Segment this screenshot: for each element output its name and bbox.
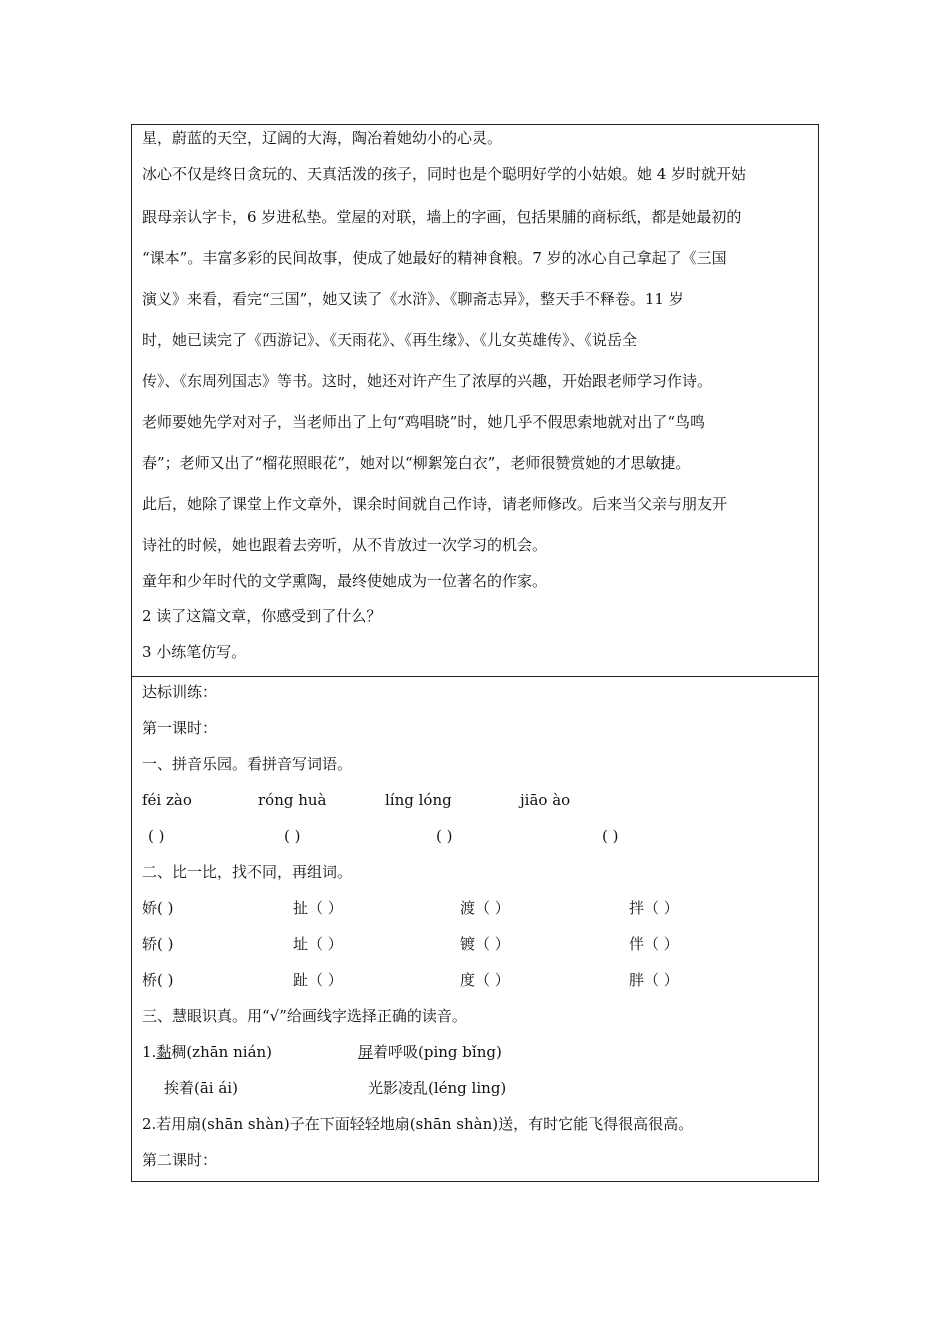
- answer-blank: ( ): [148, 827, 165, 845]
- compare-row: [142, 962, 810, 998]
- question-2: 2 读了这篇文章，你感受到了什么？: [142, 607, 382, 625]
- lesson-1-label: 第一课时：: [142, 719, 218, 737]
- story-line: 星，蔚蓝的天空，辽阔的大海，陶冶着她幼小的心灵。: [142, 129, 503, 147]
- compare-item: 址（ ）: [293, 935, 343, 953]
- pronunciation-question-2: 2.若用扇(shān shàn)子在下面轻轻地扇(shān shàn)送，有时它能飞得很高很高。: [142, 1115, 694, 1133]
- lesson-table: [131, 124, 819, 1182]
- pronunciation-text: 稠(zhān nián): [171, 1043, 273, 1061]
- answer-blank: ( ): [436, 827, 453, 845]
- pinyin-item: féi zào: [142, 791, 192, 809]
- story-line: 春”；老师又出了“榴花照眼花”，她对以“柳絮笼白衣”，老师很赞赏她的才思敏捷。: [142, 454, 691, 472]
- pronunciation-item: 光影凌乱(léng ling): [368, 1079, 507, 1097]
- compare-item: 度（ ）: [460, 971, 510, 989]
- compare-item: 轿( ): [142, 935, 174, 953]
- story-line: 跟母亲认字卡，6 岁进私垫。堂屋的对联，墙上的字画，包括果脯的商标纸，都是她最初的: [142, 208, 742, 226]
- compare-item: 胖（ ）: [629, 971, 679, 989]
- compare-item: 桥( ): [142, 971, 174, 989]
- answer-blank: ( ): [284, 827, 301, 845]
- compare-row: [142, 926, 810, 962]
- row-divider: [132, 676, 818, 677]
- pronunciation-text: 着呼吸(ping bǐng): [373, 1043, 502, 1061]
- answer-blank: ( ): [602, 827, 619, 845]
- compare-item: 渡（ ）: [460, 899, 510, 917]
- story-line: 传》、《东周列国志》等书。这时，她还对许产生了浓厚的兴趣，开始跟老师学习作诗。: [142, 372, 713, 390]
- compare-item: 伴（ ）: [629, 935, 679, 953]
- pinyin-item: róng huà: [258, 791, 327, 809]
- pronunciation-row-2: [142, 1070, 810, 1106]
- story-line: 冰心不仅是终日贪玩的、天真活泼的孩子，同时也是个聪明好学的小姑娘。她 4 岁时就开姑: [142, 165, 747, 183]
- story-line: 演义》来看，看完“三国”，她又读了《水浒》、《聊斋志异》，整天手不释卷。11 岁: [142, 290, 684, 308]
- compare-row: [142, 890, 810, 926]
- training-heading: 达标训练：: [142, 683, 218, 701]
- story-line: 此后，她除了课堂上作文章外，课余时间就自己作诗，请老师修改。后来当父亲与朋友开: [142, 495, 728, 513]
- lesson-2-label: 第二课时：: [142, 1151, 218, 1169]
- reading-cell: [142, 125, 810, 670]
- compare-item: 趾（ ）: [293, 971, 343, 989]
- story-line: 老师要她先学对对子，当老师出了上句“鸡唱晓”时，她几乎不假思索地就对出了“鸟鸣: [142, 413, 706, 431]
- pronunciation-row-1: [142, 1034, 810, 1070]
- underlined-char: 屏: [358, 1043, 374, 1061]
- pronunciation-item: [358, 1034, 502, 1070]
- compare-item: 镀（ ）: [460, 935, 510, 953]
- pinyin-item: líng lóng: [385, 791, 452, 809]
- compare-item: 娇( ): [142, 899, 174, 917]
- story-line: 时，她已读完了《西游记》、《天雨花》、《再生缘》、《儿女英雄传》、《说岳全: [142, 331, 638, 349]
- story-line: “课本”。丰富多彩的民间故事，使成了她最好的精神食粮。7 岁的冰心自己拿起了《三国: [142, 249, 727, 267]
- item-number: 1.: [142, 1043, 157, 1061]
- compare-item: 扯（ ）: [293, 899, 343, 917]
- section-2-title: 二、比一比，找不同，再组词。: [142, 863, 353, 881]
- pinyin-item: jiāo ào: [520, 791, 571, 809]
- underlined-char: 黏: [156, 1043, 172, 1061]
- story-line: 诗社的时候，她也跟着去旁听，从不肯放过一次学习的机会。: [142, 536, 548, 554]
- pronunciation-item: [142, 1034, 272, 1070]
- section-3-title: 三、慧眼识真。用“√”给画线字选择正确的读音。: [142, 1007, 467, 1025]
- pinyin-row: [142, 782, 810, 818]
- story-line: 童年和少年时代的文学熏陶，最终使她成为一位著名的作家。: [142, 572, 548, 590]
- section-1-title: 一、拼音乐园。看拼音写词语。: [142, 755, 353, 773]
- question-3: 3 小练笔仿写。: [142, 643, 247, 661]
- answer-row: [142, 818, 810, 854]
- pronunciation-item: 挨着(āi ái): [164, 1079, 238, 1097]
- training-cell: [142, 678, 810, 1178]
- compare-item: 拌（ ）: [629, 899, 679, 917]
